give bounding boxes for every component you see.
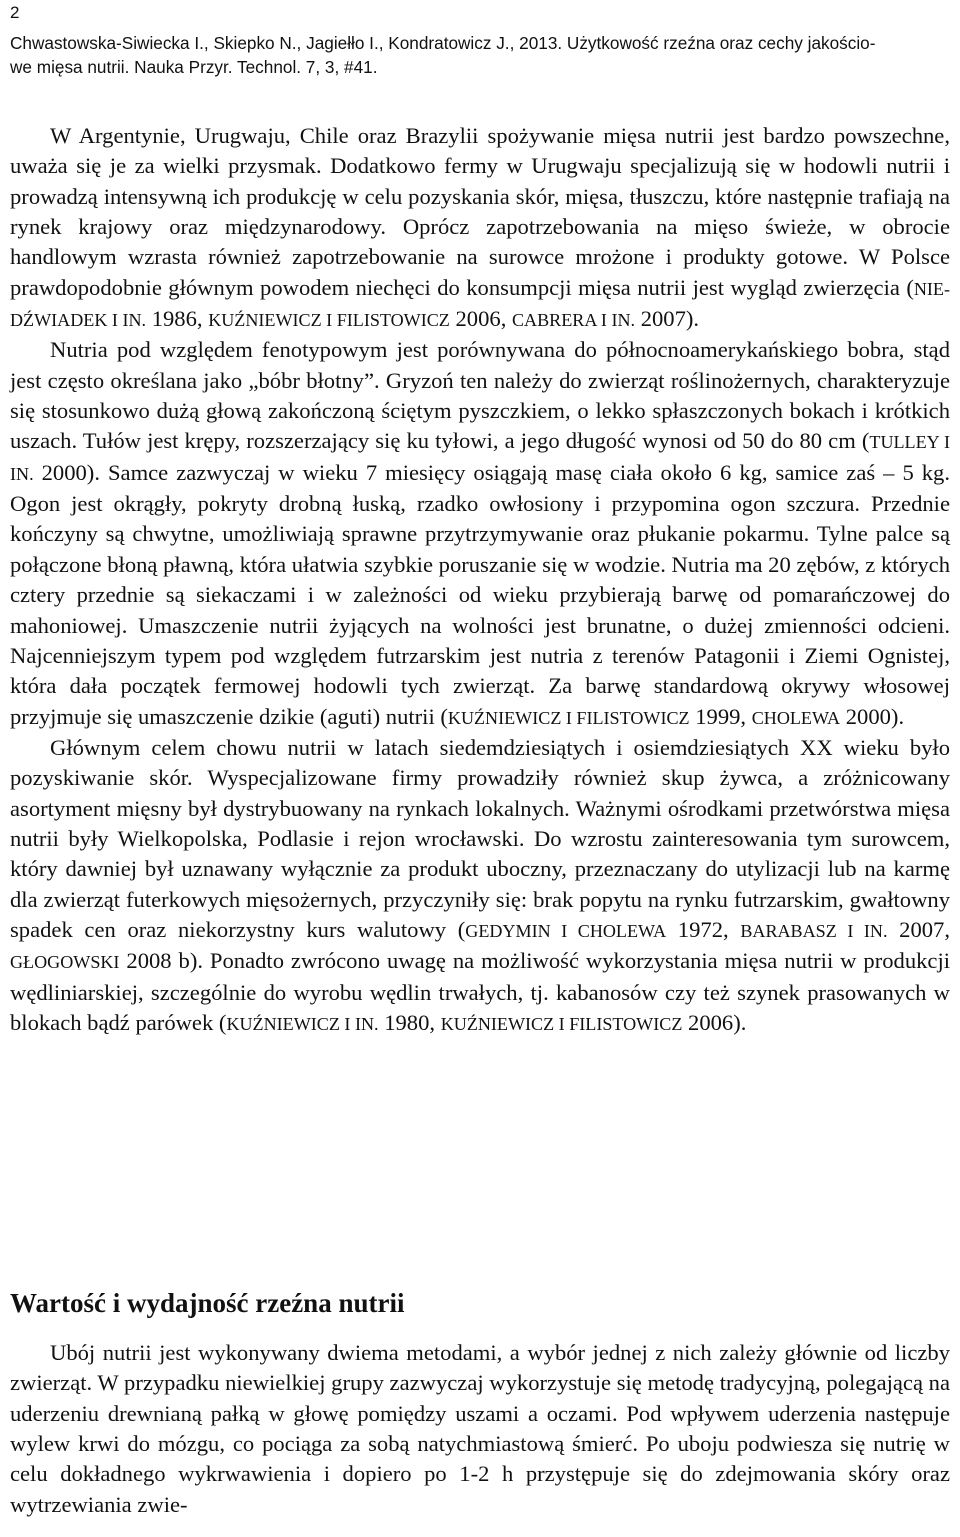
citation-smallcaps: KUŹNIEWICZ I IN. xyxy=(226,1013,379,1034)
citation-header xyxy=(10,31,950,79)
paragraph-slaughter: Ubój nutrii jest wykonywany dwiema metodami, a wybór jednej z nich zależy głównie od liczby zwierząt. W przypadku niewielkiej grupy zazwyczaj wykorzystuje się metodę tradycyjną, polegającą na uderzeniu drewnianą pałką w głowę pomiędzy uszami a oczami. Pod wpływem uderzenia następuje wylew krwi do mózgu, co pociąga za sobą natychmiastową śmierć. Po uboju podwiesza się nutrię w celu dokładnego wykrwawienia i dopiero po 1-2 h przystępuje się do zdejmowania skóry oraz wytrzewiania zwie- xyxy=(10,1340,950,1517)
paragraph-text: 2007, xyxy=(887,916,950,942)
paragraph-text: 1986, xyxy=(146,306,209,332)
citation-smallcaps: GEDYMIN I CHOLEWA xyxy=(465,920,667,941)
section-heading: Wartość i wydajność rzeźna nutrii xyxy=(10,1288,405,1318)
citation-smallcaps: KUŹNIEWICZ I FILISTOWICZ xyxy=(208,310,450,331)
paragraph-text: Nutria pod względem fenotypowym jest porównywana do północnoamerykańskiego bobra, stąd jest często określana jako „bóbr błotny”. Gryzoń ten należy do zwierząt roślinożernych, charakteryzuje się stosunkowo dużą głową zakończoną ściętym pyszczkiem, o lekko spłaszczonych bokach i krótkich uszach. Tułów jest krępy, rozszerzający się ku tyłowi, a jego długość wynosi od 50 do 80 cm ( xyxy=(10,337,950,454)
citation-smallcaps: KUŹNIEWICZ I FILISTOWICZ xyxy=(447,707,690,728)
citation-smallcaps: GŁOGOWSKI xyxy=(10,952,120,973)
citation-smallcaps: CHOLEWA xyxy=(751,707,841,728)
citation-smallcaps: KUŹNIEWICZ I FILISTOWICZ xyxy=(440,1013,683,1034)
article-body xyxy=(10,121,950,1039)
citation-smallcaps: NIEDŹWIADEK I IN. xyxy=(10,278,950,331)
paragraph-text: 1999, xyxy=(689,703,752,729)
citation-line-2: we mięsa nutrii. Nauka Przyr. Technol. 7, 3, #41. xyxy=(10,57,378,77)
page-number: 2 xyxy=(10,3,20,22)
paragraph-text: Głównym celem chowu nutrii w latach siedemdziesiątych i osiemdziesiątych XX wieku było pozyskiwanie skór. Wyspecjalizowane firmy prowadziły również skup żywca, a zróżnicowany asortyment mięsny był dystrybuowany na rynkach lokalnych. Ważnymi ośrodkami przetwórstwa mięsa nutrii były Wielkopolska, Podlasie i rejon wrocławski. Do wzrostu zainteresowania tym surowcem, który dawniej był uznawany wyłącznie za produkt uboczny, przeznaczany do utylizacji lub na karmę dla zwierząt futerkowych mięsożernych, przyczyniły się: brak popytu na rynku futrzarskim, gwałtowny spadek cen oraz niekorzystny kurs walutowy ( xyxy=(10,734,950,942)
paragraph-argentina xyxy=(10,121,950,335)
paragraph-text: 2007). xyxy=(635,306,700,332)
paragraph-history xyxy=(10,733,950,1039)
paragraph-text: 1980, xyxy=(378,1009,441,1035)
paragraph-text: 2000). Samce zazwyczaj w wieku 7 miesięcy osiągają masę ciała około 6 kg, samice zaś – 5 kg. Ogon jest okrągły, pokryty drobną łuską, rzadko owłosiony i przypomina ogon szczura. Przednie kończyny są chwytne, umożliwiają sprawne przytrzymywanie oraz płukanie pokarmu. Tylne palce są połączone błoną pławną, która ułatwia szybkie poruszanie się w wodzie. Nutria ma 20 zębów, z których cztery przednie są siekaczami i w zależności od wieku przybierają barwę od pomarańczowej do mahoniowej. Umaszczenie nutrii żyjących na wolności jest brunatne, o dużej zmienności odcieni. Najcenniejszym typem pod względem futrzarskim jest nutria z terenów Patagonii i Ziemi Ognistej, która dała początek fermowej hodowli tych zwierząt. Za barwę standardową okrywy włosowej przyjmuje się umaszczenie dzikie (aguti) nutrii ( xyxy=(10,459,950,729)
paragraph-text: W Argentynie, Urugwaju, Chile oraz Brazylii spożywanie mięsa nutrii jest bardzo powszechne, uważa się je za wielki przysmak. Dodatkowo fermy w Urugwaju specjalizują się w hodowli nutrii i prowadzą intensywną ich produkcję w celu pozyskania skór, mięsa, tłuszczu, które następnie trafiają na rynek krajowy oraz międzynarodowy. Oprócz zapotrzebowania na mięso świeże, w obrocie handlowym wzrasta również zapotrzebowanie na surowce mrożone i produkty gotowe. W Polsce prawdopodobnie głównym powodem niechęci do konsumpcji mięsa nutrii jest wygląd zwierzęcia ( xyxy=(10,123,950,300)
paragraph-text: 2008 b). Ponadto zwrócono uwagę na możliwość wykorzystania mięsa nutrii w produkcji wędliniarskiej, szczególnie do wyrobu wędlin trwałych, tj. kabanosów czy też szynek prasowanych w blokach bądź parówek ( xyxy=(10,948,950,1035)
citation-line-1: Chwastowska-Siwiecka I., Skiepko N., Jagiełło I., Kondratowicz J., 2013. Użytkowość rzeźna oraz cechy jakościo- xyxy=(10,33,876,53)
paragraph-phenotype xyxy=(10,335,950,732)
paragraph-text: 2006). xyxy=(682,1009,747,1035)
paragraph-text: 1972, xyxy=(666,916,741,942)
citation-smallcaps: BARABASZ I IN. xyxy=(740,920,888,941)
citation-smallcaps: CABRERA I IN. xyxy=(512,310,636,331)
paragraph-text: 2006, xyxy=(449,306,512,332)
section-body xyxy=(10,1338,950,1520)
paragraph-text: 2000). xyxy=(840,703,905,729)
citation-smallcaps: TULLEY I IN. xyxy=(10,432,950,484)
